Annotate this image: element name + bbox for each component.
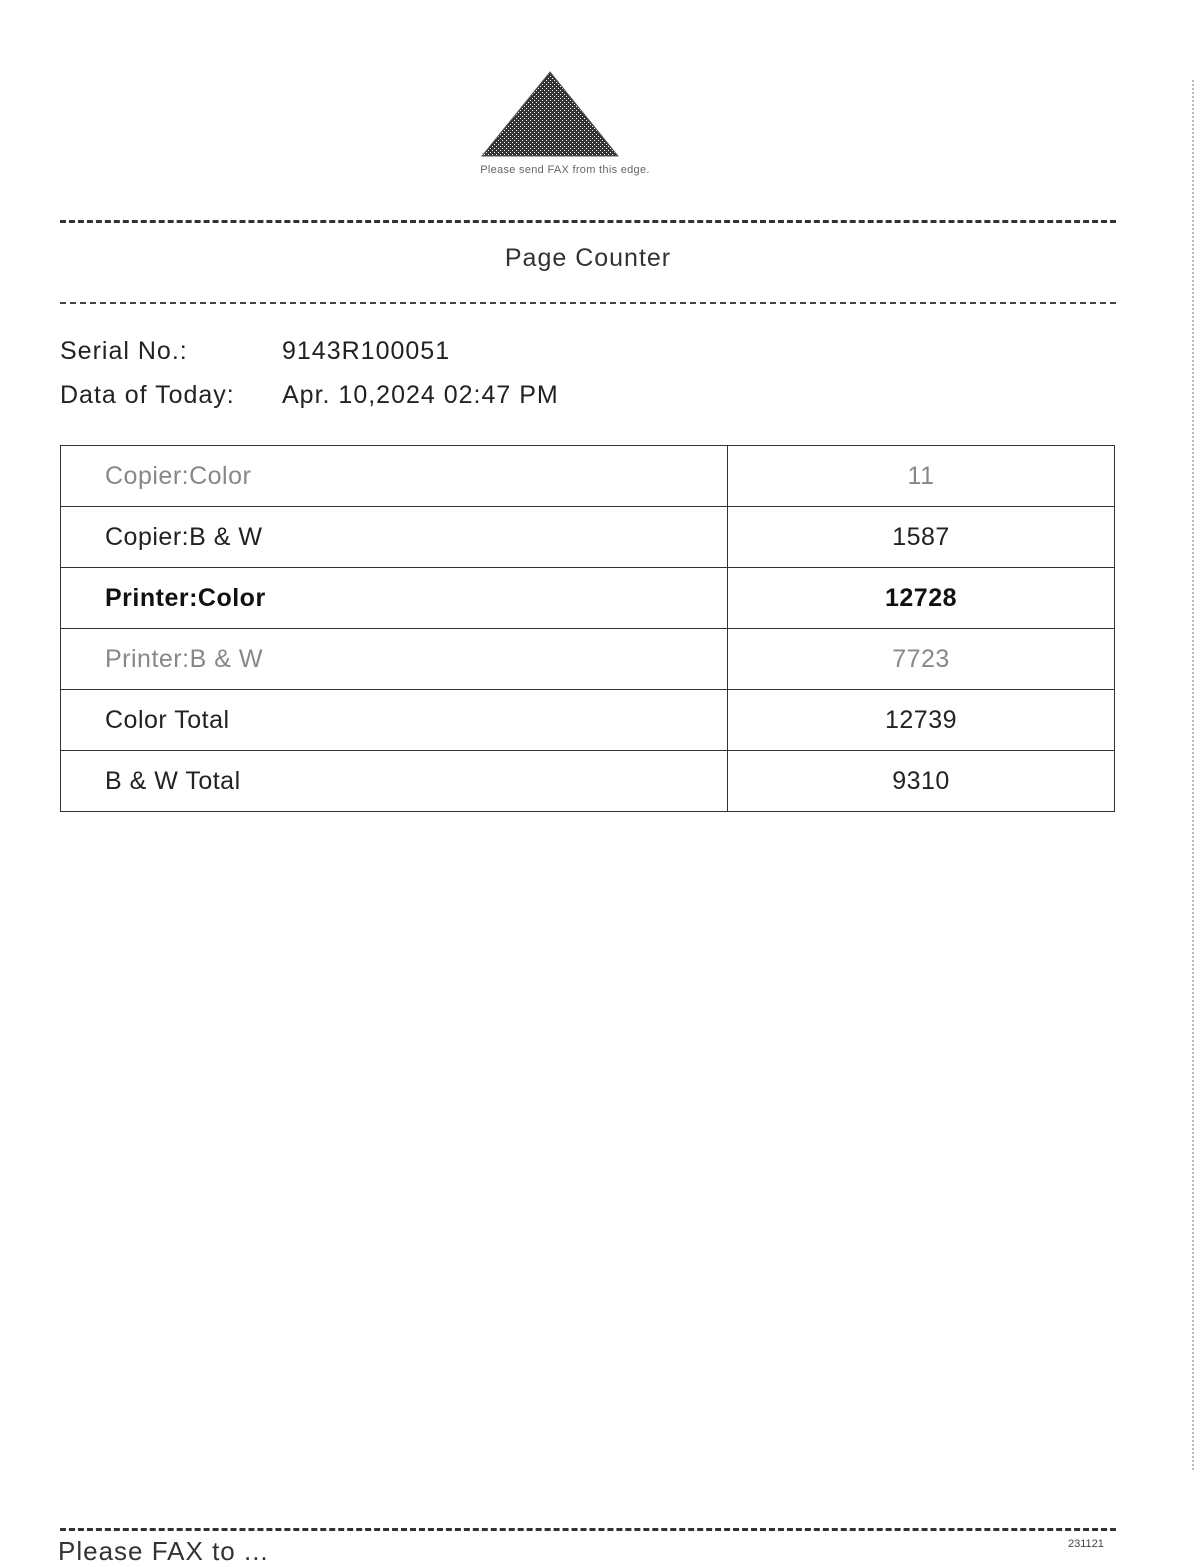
date-value: Apr. 10,2024 02:47 PM: [282, 381, 559, 409]
footer-divider: [60, 1528, 1116, 1531]
counter-name: Printer:Color: [61, 568, 728, 629]
serial-row: [60, 337, 450, 366]
triangle-logo-icon: [480, 70, 620, 158]
table-row: [61, 629, 1115, 690]
footer-code: 231121: [1068, 1538, 1104, 1550]
title-divider: [60, 302, 1116, 304]
table-row: [61, 690, 1115, 751]
fax-to-label: Please FAX to ...: [58, 1536, 269, 1566]
counter-table: [60, 445, 1115, 812]
counter-name: Color Total: [61, 690, 728, 751]
top-divider: [60, 220, 1116, 223]
counter-value: 1587: [728, 507, 1115, 568]
logo-caption: Please send FAX from this edge.: [480, 164, 650, 176]
counter-name: Printer:B & W: [61, 629, 728, 690]
date-row: [60, 381, 559, 410]
table-row: [61, 446, 1115, 507]
counter-name: Copier:B & W: [61, 507, 728, 568]
counter-value: 9310: [728, 751, 1115, 812]
counter-value: 11: [728, 446, 1115, 507]
page-title: Page Counter: [504, 244, 672, 272]
serial-value: 9143R100051: [282, 337, 451, 365]
table-row: [61, 507, 1115, 568]
counter-value: 12728: [728, 568, 1115, 629]
counter-value: 12739: [728, 690, 1115, 751]
date-label: Data of Today:: [60, 381, 235, 409]
counter-value: 7723: [728, 629, 1115, 690]
counter-name: B & W Total: [61, 751, 728, 812]
serial-label: Serial No.:: [60, 337, 188, 365]
table-row: [61, 568, 1115, 629]
counter-name: Copier:Color: [61, 446, 728, 507]
scan-edge-marks: [1192, 80, 1194, 1470]
table-row: [61, 751, 1115, 812]
